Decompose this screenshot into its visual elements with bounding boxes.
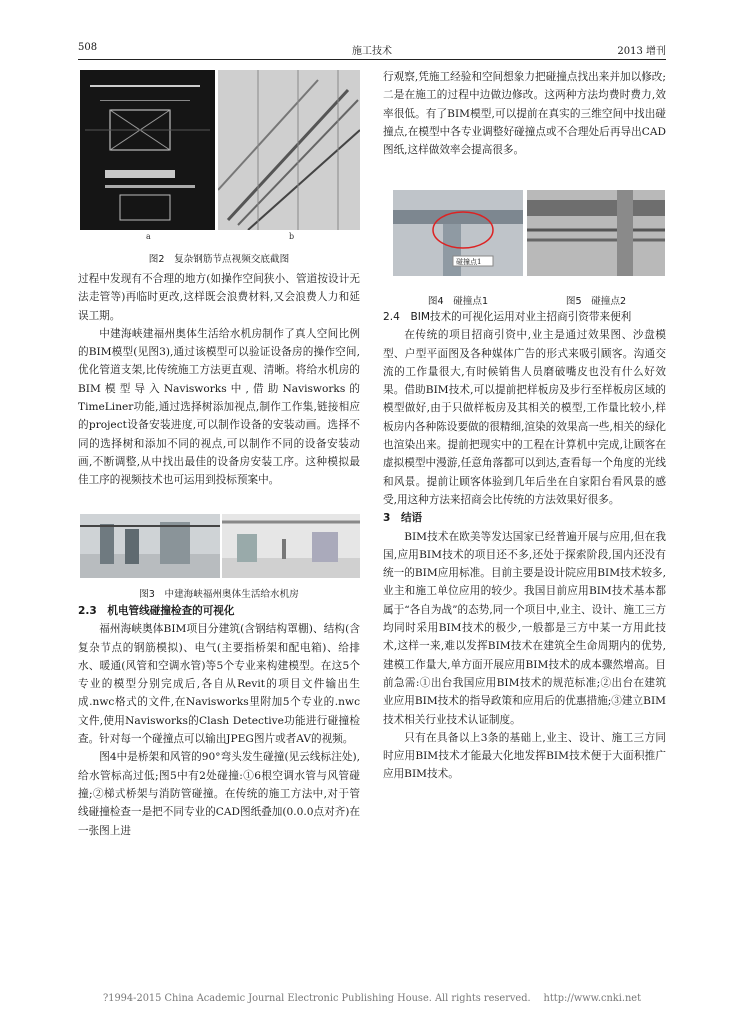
copyright-footer: ?1994-2015 China Academic Journal Electronic Publishing House. All rights reserved. http://www.cnki.net [102, 993, 642, 1004]
figure-3-caption: 图3 中建海峡福州奥体生活给水机房 [139, 589, 299, 600]
figure-2b-image [218, 70, 360, 230]
figure-5-caption: 图5 碰撞点2 [565, 296, 627, 307]
section-heading-2-3: 2.3 机电管线碰撞检查的可视化 [78, 605, 235, 617]
figure-4-caption: 图4 碰撞点1 [427, 296, 489, 307]
left-column-continued [78, 602, 360, 840]
clash-point-inset-label: 碰撞点1 [456, 258, 482, 266]
page-number: 508 [78, 42, 98, 53]
paragraph: 福州海峡奥体BIM项目分建筑(含钢结构罩棚)、结构(含复杂节点的钢筋模拟)、电气(主要指桥架和配电箱)、给排水、暖通(风管和空调水管)等5个专业来构建模型。在这5个专业的模型分别完成后,各自从Revit的项目文件输出生成.nwc格式的文件,在Navisworks里附加5个专业的.nwc文件,使用Navisworks的Clash Detective功能进行碰撞检查。针对每一个碰撞点可以输出JPEG图片或者AV的视频。 [78, 623, 360, 746]
journal-title: 施工技术 [352, 46, 392, 57]
paragraph: 在传统的项目招商引资中,业主是通过效果图、沙盘模型、户型平面图及各种媒体广告的形式来吸引顾客。沟通交流的工作量很大,有时候销售人员磨破嘴皮也没有什么好效果。借助BIM技术,可以提前把样板房及步行至样板房区域的模型做好,由于只做样板房及其相关的模型,工作量比较小,样板房内各种陈设要做的很精细,渲染的效果高一些,相关的绿化也渲染出来。提前把现实中的工程在计算机中完成,让顾客在虚拟模型中漫游,任意角落都可以到达,查看每一个角度的光线和风景。提前让顾客体验到几年后坐在自家阳台看风景的感受,用这种方法来招商会比传统的方法效果好很多。 [383, 329, 666, 506]
figure-2a-image [80, 70, 215, 230]
steel-structure-graphic [218, 70, 360, 230]
paragraph: 只有在具备以上3条的基础上,业主、设计、施工三方同时应用BIM技术才能最大化地发挥BIM技术便于大面积推广应用BIM技术。 [383, 731, 666, 781]
figure-2a-label: a [146, 232, 151, 241]
figure-2b-label: b [289, 232, 295, 241]
running-header [78, 42, 666, 58]
paragraph: 中建海峡建福州奥体生活给水机房制作了真人空间比例的BIM模型(见图3),通过该模型可以验证设备房的操作空间,优化管道支架,比传统施工方法更直观、清晰。将给水机房的BIM模型导入Navisworks中,借助Navisworks的TimeLiner功能,通过选择树添加视点,制作工作集,链接相应的project设备安装进度,可以制作设备的安装动画。选择不同的选择树和添加不同的视点,可以制作不同的设备安装动画,不断调整,从中找出最佳的设备房安装工序。这种模拟最佳工序的视频技术也可运用到投标预案中。 [78, 327, 360, 487]
pump-room-graphic [80, 514, 220, 578]
paragraph: 行观察,凭施工经验和空间想象力把碰撞点找出来并加以修改;二是在施工的过程中边做边修改。这两种方法均费时费力,效率很低。有了BIM模型,可以提前在真实的三维空间中找出碰撞点,在模型中各专业调整好碰撞点或不合理处后再导出CAD图纸,这样做效率会提高很多。 [383, 71, 666, 157]
right-column-top [383, 68, 666, 159]
paragraph: BIM技术在欧美等发达国家已经普遍开展与应用,但在我国,应用BIM技术的项目还不多,还处于探索阶段,国内还没有统一的BIM应用标准。目前主要是设计院应用BIM技术较多,业主和施工单位应用的较少。我国目前应用BIM技术基本都属于“各自为战”的态势,同一个项目中,业主、设计、施工三方均同时采用BIM技术的极少,一般都是三方中某一方用此技术,这样一来,难以发挥BIM技术在建筑全生命周期内的优势,建模工作量大,单方面开展应用BIM技术的成本骤然增高。目前急需:①出台我国应用BIM技术的规范标准;②出台在建筑业应用BIM技术的指导政策和应用后的优惠措施;③建立BIM技术相关行业技术认证制度。 [383, 530, 666, 726]
pump-room-graphic [222, 514, 360, 578]
left-column [78, 270, 360, 490]
paragraph: 图4中是桥架和风管的90°弯头发生碰撞(见云线标注处),给水管标高过低;图5中有2处碰撞:①6根空调水管与风管碰撞;②梯式桥架与消防管碰撞。在传统的施工方法中,对于管线碰撞检查一是把不同专业的CAD图纸叠加(0.0.0点对齐)在一张图上进 [78, 751, 360, 837]
figure-4-image [393, 190, 523, 276]
paragraph: 过程中发现有不合理的地方(如操作空间狭小、管道按设计无法走管等)再临时更改,这样既会浪费材料,又会浪费人力和延误工期。 [78, 273, 360, 322]
figure-5-image [527, 190, 665, 276]
figure-3a-image [80, 514, 220, 578]
clash-point-graphic [393, 190, 523, 276]
figure-3b-image [222, 514, 360, 578]
cad-drawing-graphic [80, 70, 215, 230]
journal-issue: 2013 增刊 [617, 46, 666, 57]
figure-2-caption: 图2 复杂钢筋节点视频交底截图 [148, 254, 290, 265]
header-rule [78, 59, 666, 60]
section-heading-2-4: 2.4 BIM技术的可视化运用对业主招商引资带来便利 [383, 311, 632, 323]
section-heading-3: 3 结语 [383, 512, 423, 525]
clash-point-graphic [527, 190, 665, 276]
right-column-continued [383, 308, 666, 784]
